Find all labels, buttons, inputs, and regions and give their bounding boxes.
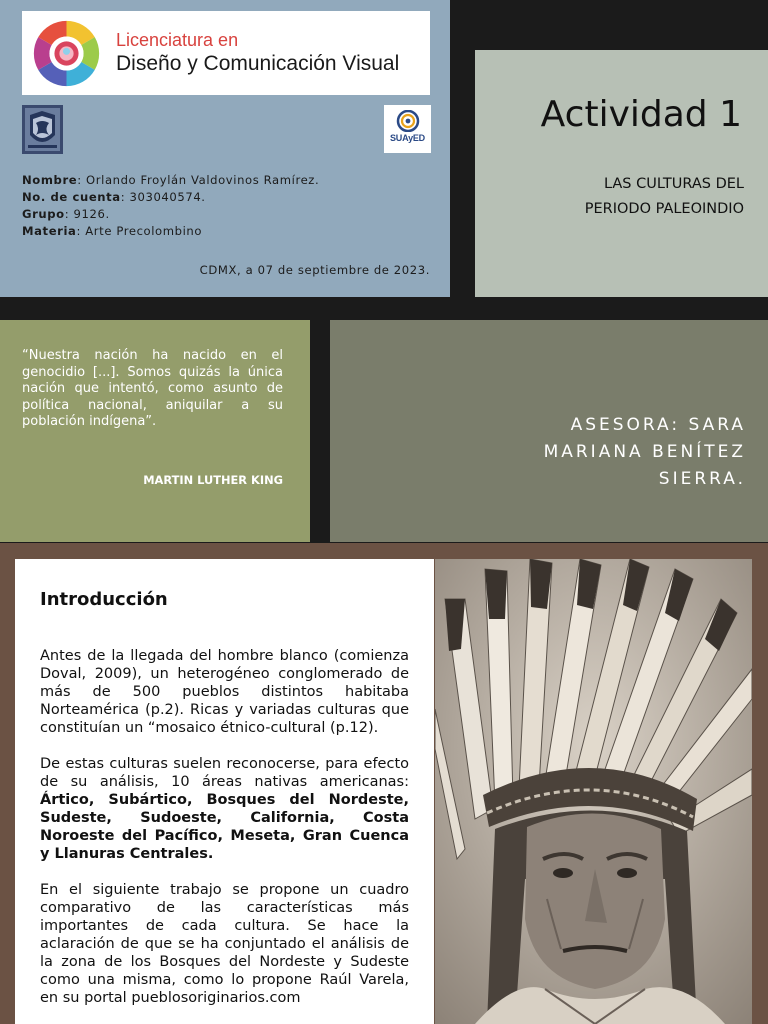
program-logo	[22, 11, 430, 95]
headdress-portrait-image	[435, 559, 752, 1024]
advisor-name	[446, 412, 746, 493]
portrait-photo	[435, 559, 752, 1024]
account-label: No. de cuenta	[22, 190, 121, 204]
group-row	[22, 206, 319, 223]
color-wheel-logo-icon	[31, 18, 102, 89]
group-value: : 9126.	[64, 207, 110, 221]
suayed-logo	[384, 105, 431, 153]
subtitle-line2: PERIODO PALEOINDIO	[584, 201, 744, 217]
content-panel	[0, 543, 768, 1024]
introduction-heading: Introducción	[40, 589, 168, 610]
group-label: Grupo	[22, 207, 65, 221]
suayed-label: SUAyED	[390, 133, 425, 143]
quote-author: MARTIN LUTHER KING	[143, 473, 283, 487]
subtitle-line1: LAS CULTURAS DEL	[603, 176, 744, 192]
account-row	[22, 189, 319, 206]
name-label: Nombre	[22, 173, 78, 187]
intro-paragraph-2-text: De estas culturas suelen reconocerse, para efecto de su análisis, 10 áreas nativas americanas:	[40, 756, 409, 790]
subject-value: : Arte Precolombino	[76, 224, 203, 238]
name-value: : Orlando Froylán Valdovinos Ramírez.	[77, 173, 320, 187]
cultural-areas-list: Ártico, Subártico, Bosques del Nordeste, Sudeste, Sudoeste, California, Costa Noroeste del Pacífico, Meseta, Gran Cuenca y Llanuras Centrales.	[40, 792, 409, 862]
logo-line1: Licenciatura en	[116, 29, 239, 50]
date-line: CDMX, a 07 de septiembre de 2023.	[199, 263, 430, 277]
activity-title: Actividad 1	[540, 94, 742, 135]
unam-seal-icon	[22, 105, 63, 154]
advisor-line2: MARIANA BENÍTEZ	[543, 442, 746, 462]
intro-paragraph-3: En el siguiente trabajo se propone un cuadro comparativo de las características más importantes de cada cultura. Se hace la aclaración de que se ha conjuntado el análisis de la zona de los Bosques del Nordeste y Sudeste como una misma, como lo propone Raúl Varela, en su portal pueblosoriginarios.com	[40, 882, 409, 1006]
advisor-line1: ASESORA: SARA	[570, 415, 746, 435]
account-value: : 303040574.	[120, 190, 206, 204]
subject-label: Materia	[22, 224, 77, 238]
title-panel	[475, 50, 768, 297]
suayed-spiral-icon	[396, 110, 420, 132]
subject-row	[22, 223, 319, 240]
quote-text: “Nuestra nación ha nacido en el genocidio [...]. Somos quizás la única nación que intentó, como asunto de política nacional, aniquilar a su población indígena”.	[22, 348, 283, 430]
introduction-card	[15, 559, 434, 1024]
info-panel	[0, 0, 450, 297]
quote-panel	[0, 320, 310, 542]
student-name-row	[22, 172, 319, 189]
activity-subtitle	[484, 172, 744, 222]
advisor-line3: SIERRA.	[658, 469, 746, 489]
advisor-panel	[330, 320, 768, 542]
intro-paragraph-2	[40, 755, 409, 863]
intro-paragraph-1: Antes de la llegada del hombre blanco (comienza Doval, 2009), un heterogéneo conglomerado de más de 500 pueblos distintos habitaba Norteamérica (p.2). Ricas y variadas culturas que constituían un “mosaico étnico-cultural (p.12).	[40, 648, 409, 736]
introduction-body	[40, 647, 409, 1024]
logo-line2: Diseño y Comunicación Visual	[116, 52, 400, 76]
student-info	[22, 172, 319, 240]
